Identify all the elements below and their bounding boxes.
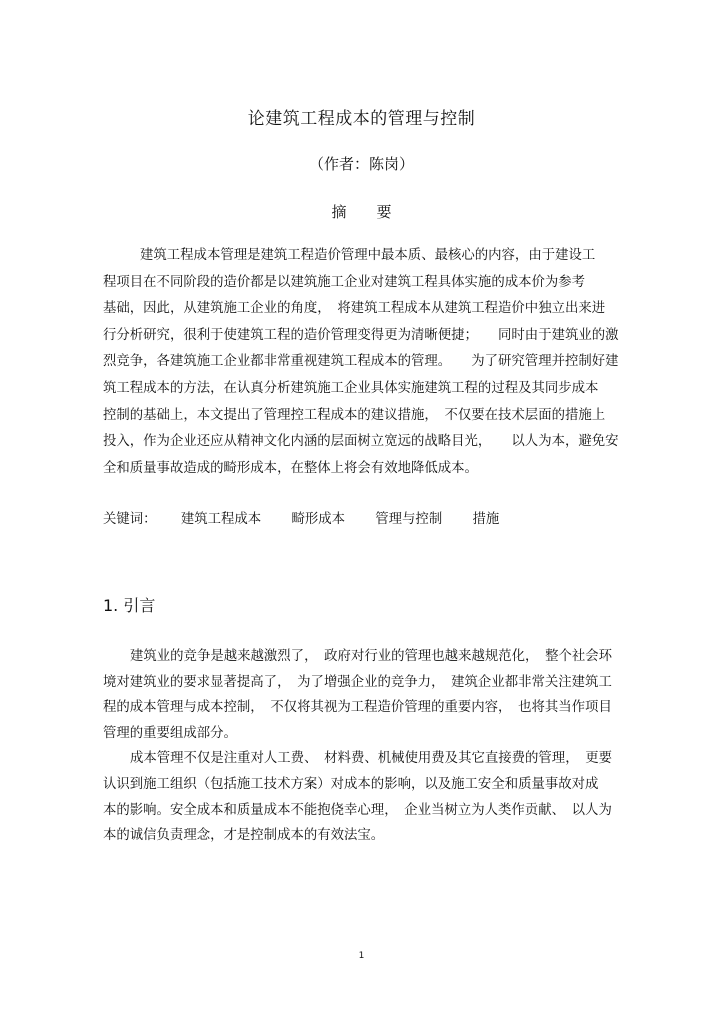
- abstract-line: 烈竞争，各建筑施工企业都非常重视建筑工程成本的管理。 为了研究管理并控制好建: [103, 354, 619, 370]
- body-text: [103, 644, 633, 849]
- body-line: 建筑业的竞争是越来越激烈了， 政府对行业的管理也越来越规范化， 整个社会环: [130, 649, 613, 664]
- keyword: 建筑工程成本: [180, 512, 262, 527]
- abstract-line: 全和质量事故造成的畸形成本，在整体上将会有效地降低成本。: [103, 460, 478, 476]
- body-line: 程的成本管理与成本控制， 不仅将其视为工程造价管理的重要内容， 也将其当作项目: [103, 700, 612, 716]
- section-heading: 1. 引言: [103, 596, 156, 615]
- abstract-heading: 摘要: [331, 203, 422, 221]
- body-line: 管理的重要组成部分。: [103, 725, 237, 741]
- keywords-label: 关键词：: [103, 512, 157, 527]
- body-line: 成本管理不仅是注重对人工费、 材料费、机械使用费及其它直接费的管理， 更要: [130, 751, 613, 767]
- body-line: 境对建筑业的要求显著提高了， 为了增强企业的竞争力， 建筑企业都非常关注建筑工: [103, 674, 612, 690]
- abstract-line: 行分析研究，很利于使建筑工程的造价管理变得更为清晰便捷； 同时由于建筑业的激: [103, 327, 619, 343]
- keyword: 管理与控制: [375, 512, 443, 527]
- keyword: 畸形成本: [291, 512, 345, 527]
- abstract-line: 建筑工程成本管理是建筑工程造价管理中最本质、最核心的内容，由于建设工: [140, 248, 596, 263]
- abstract-line: 筑工程成本的方法，在认真分析建筑施工企业具体实施建筑工程的过程及其同步成本: [103, 380, 599, 396]
- body-line: 本的影响。安全成本和质量成本不能抱侥幸心理， 企业当树立为人类作贡献、 以人为: [103, 802, 612, 818]
- abstract-line: 投入，作为企业还应从精神文化内涵的层面树立宽远的战略目光， 以人为本，避免安: [103, 434, 619, 450]
- abstract-text: [103, 243, 633, 482]
- body-line: 认识到施工组织（包括施工技术方案）对成本的影响，以及施工安全和质量事故对成: [103, 776, 599, 792]
- abstract-line: 基础，因此，从建筑施工企业的角度， 将建筑工程成本从建筑工程造价中独立出来进: [103, 301, 606, 317]
- paper-author: （作者：陈岗）: [308, 155, 414, 173]
- abstract-line: 程项目在不同阶段的造价都是以建筑施工企业对建筑工程具体实施的成本价为参考: [103, 274, 586, 290]
- keyword: 措施: [472, 512, 500, 527]
- keywords-row: [103, 508, 525, 527]
- paper-title: 论建筑工程成本的管理与控制: [247, 109, 476, 129]
- abstract-line: 控制的基础上，本文提出了管理控工程成本的建议措施， 不仅要在技术层面的措施上: [103, 407, 606, 423]
- body-line: 本的诚信负责理念，才是控制成本的有效法宝。: [103, 828, 385, 844]
- page-number: 1: [358, 951, 365, 961]
